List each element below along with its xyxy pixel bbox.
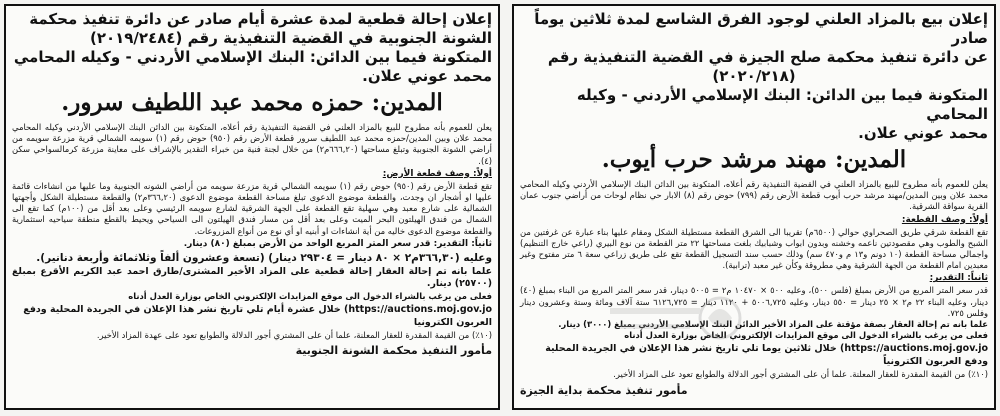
- notice-title-line-2: عن دائرة تنفيذ محكمة صلح الجيزة في القضية التنفيذية رقم: [547, 48, 988, 66]
- valuation-calculation: وعليه (٣٦٦,٣٠م٢ × ٨٠ دينار = ٢٩٣٠٤ دينار) (تسعة وعشرون ألفاً وثلاثمائة وأربعة دنانير).: [36, 251, 492, 264]
- debtor-heading: المدين: حمزه محمد عبد اللطيف سرور.: [61, 89, 443, 116]
- auction-notice-left: [4, 4, 500, 410]
- bidding-instructions: فعلى من يرغب بالشراء الدخول الى موقع المزايدات الإلكتروني الخاص بوزارة العدل أدناه: [624, 330, 988, 341]
- final-award-paragraph: علما بانه تم إحالة العقار إحالة قطعية على المزاد الأخير المشترى/طارق احمد عبد الكريم الأقرع بمبلغ (٢٥٧٠٠) دينار.: [12, 265, 492, 290]
- notice-signature: مأمور التنفيذ محكمة الشونة الجنوبية: [295, 344, 492, 358]
- intro-paragraph: يعلن للعموم بأنه مطروح للبيع بالمزاد العلني في القضية التنفيذية رقم أعلاه، المتكونة بين الدائن البنك الإسلامي الأردني وكيله المحامي محمد علان وبين المدين/حمزه محمد عبد اللطيف سرور قطعة الأرض رقم (٩٥٠) حوض رقم (١) سويمه الشمالي قرية مزرعة سويمه من أراضي الشونة الجنوبية وتبلغ مساحتها (٦٦٦,٢٠م٢) من خلال لجنة فنية من خبراء التقدير بالإشراف على معاينة مزرعة كرمالسواحي سكن (٤).: [12, 122, 492, 166]
- intro-paragraph: يعلن للعموم بأنه مطروح للبيع بالمزاد العلني في القضية التنفيذية رقم أعلاه، المتكونة بين الدائن البنك الإسلامي الأردني وكيله المحامي محمد علان وبين المدين/مهند مرشد حرب أيوب قطعة الأرض رقم (٧٩٩) حوض رقم (٨) الابار حي نظام لوحات من أراضي جنوب عمان القرية سواقة الشرقية.: [520, 179, 988, 212]
- valuation-paragraph: قدر سعر المتر المربع من الأرض بمبلغ (فلس ٥٠٠)، وعليه ٥٠٠ × ١٠٤٧٠ م٢ = ٥٠٠٥ دينار، قدر سعر المتر المربع من البناء بمبلغ (٤٠) دينار، وعليه البناء ٢٢ م٢ × ٢٥ دينار = ٥٥٠ دينار، وعليه ٥٠٠٦,٧٢٥ + ١١٢٠ دينار = ٦١٢٦,٧٢٥ ستة آلاف ومائة وستة وعشرون دينار وفلس ٧٢٥.: [520, 285, 988, 318]
- notice-title-line-2: الشونة الجنوبية في القضية التنفيذية رقم (٢٠١٩/٢٤٨٤): [89, 29, 492, 47]
- bidding-instructions: فعلى من يرغب بالشراء الدخول الى موقع المزايدات الإلكتروني الخاص بوزارة العدل أدناه: [128, 290, 492, 301]
- notice-title-line-1: إعلان إحالة قطعية لمدة عشرة أيام صادر عن دائرة تنفيذ محكمة: [29, 10, 492, 28]
- notice-signature: مأمور تنفيذ محكمة بداية الجيزة: [520, 383, 688, 397]
- creditor-line: المتكونة فيما بين الدائن: البنك الإسلامي الأردني - وكيله المحامي: [13, 48, 492, 66]
- section-heading-description: أولاً: وصف قطعة الأرض:: [382, 168, 492, 179]
- description-paragraph: تقع القطعة شرقي طريق الصحراوي حوالي (٦٥٠٠م) تقريبا الى الشرق القطعة مستطيلة الشكل ومقام عليها بناء عبارة عن غرفتين من الشبح والطوب وهي مقصودتين ناعمه وخشنه وبدون ابواب وشبابيك بلغت مساحتها ٢٢ متر القطعة من نوع البيري (راعي خارج التنظيم) واجمالي مساحة القطعة (١٠ دونم و١٣ م و٤٧٠ سم) وذلك حسب سند التسجيل القطعة تقع على طريق زراعي سعة ٦ متر مفتوح وغير معبدين امام القطعة من الجهة الشرقية وهي مطروقة وكأن غير معبد (ترابية).: [520, 226, 989, 271]
- section-heading-valuation: ثانياً: التقدير: قدر سعر المتر المربع الواحد من الأرض بمبلغ (٨٠) دينار.: [183, 238, 492, 249]
- notice-title-line-1: إعلان بيع بالمزاد العلني لوجود الفرق الشاسع لمدة ثلاثين يوماً صادر: [534, 10, 988, 47]
- lawyer-name: محمد عوني علان.: [362, 67, 492, 85]
- creditor-line: المتكونة فيما بين الدائن: البنك الإسلامي الأردني - وكيله المحامي: [576, 86, 988, 123]
- case-number: (٢٠٢٠/٢١٨): [712, 67, 796, 85]
- provisional-award-paragraph: علما بانه تم إحالة العقار بصفة مؤقتة على المزاد الأخير الدائن البنك الإسلامي الأردني بمبلغ (٣٠٠٠) دينار.: [558, 319, 988, 330]
- deposit-note: (١٠٪) من القيمة المقدرة للعقار المعلنة، علما أن على المشتري أجور الدلالة والطوابع تعود على عهدة المزاد الأخير.: [96, 330, 492, 341]
- lawyer-name: محمد عوني علان.: [858, 124, 988, 142]
- section-heading-description: أولاً: وصف القطعة:: [901, 214, 988, 225]
- debtor-heading: المدين: مهند مرشد حرب أيوب.: [601, 146, 907, 173]
- section-heading-valuation: ثانياً: التقدير:: [929, 273, 988, 284]
- auction-url-line[interactable]: https://auctions.moj.gov.jo) خلال ثلاثين يوما تلي تاريخ نشر هذا الإعلان في الجريدة المحلية ودفع العربون الكترونياً: [545, 343, 988, 368]
- auction-notice-right: [512, 4, 996, 410]
- auction-url-line[interactable]: https://auctions.moj.gov.jo) خلال عشرة أيام تلي تاريخ نشر هذا الإعلان في الجريدة المحلية ودفع العربون الكترونيا: [23, 304, 492, 329]
- description-paragraph: تقع قطعة الأرض رقم (٩٥٠) حوض رقم (١) سويمه الشمالي قرية مزرعة سويمه من أراضي الشونه الجنوبية وما عليها من انشاءات قائمة عليها او أشجار ان وجدت، والقطعة موضوع الدعوى تبلغ مساحة القطعة موضوع الدعوى (٣٦٦,٢٠م٢) والقطعة مستطيلة الشكل وأجهتها الشمالية على شارع معبد وهي سهلية تقع القطعة على الجهة الشرقية لشارع سويمه الرئيسي وعلى بعد أقل من (١٠٠م) كما تقع الى الشمال من فندق الهيلتون البحر الميت وعلى بعد أقل من مسار فندق الهيلتون الى السياحي ويحيط بالقطع منطقة سياحيه استثمارية والقطعة موضوع الدعوى خاليه من أية انشاءات او أبنيه او أي نوع من أنواع المزروعات.: [12, 180, 492, 236]
- deposit-note: (١٠٪) من القيمة المقدرة للعقار المعلنة. علما أن على المشتري أجور الدلالة والطوابع تعود على المزاد الأخير.: [613, 369, 988, 380]
